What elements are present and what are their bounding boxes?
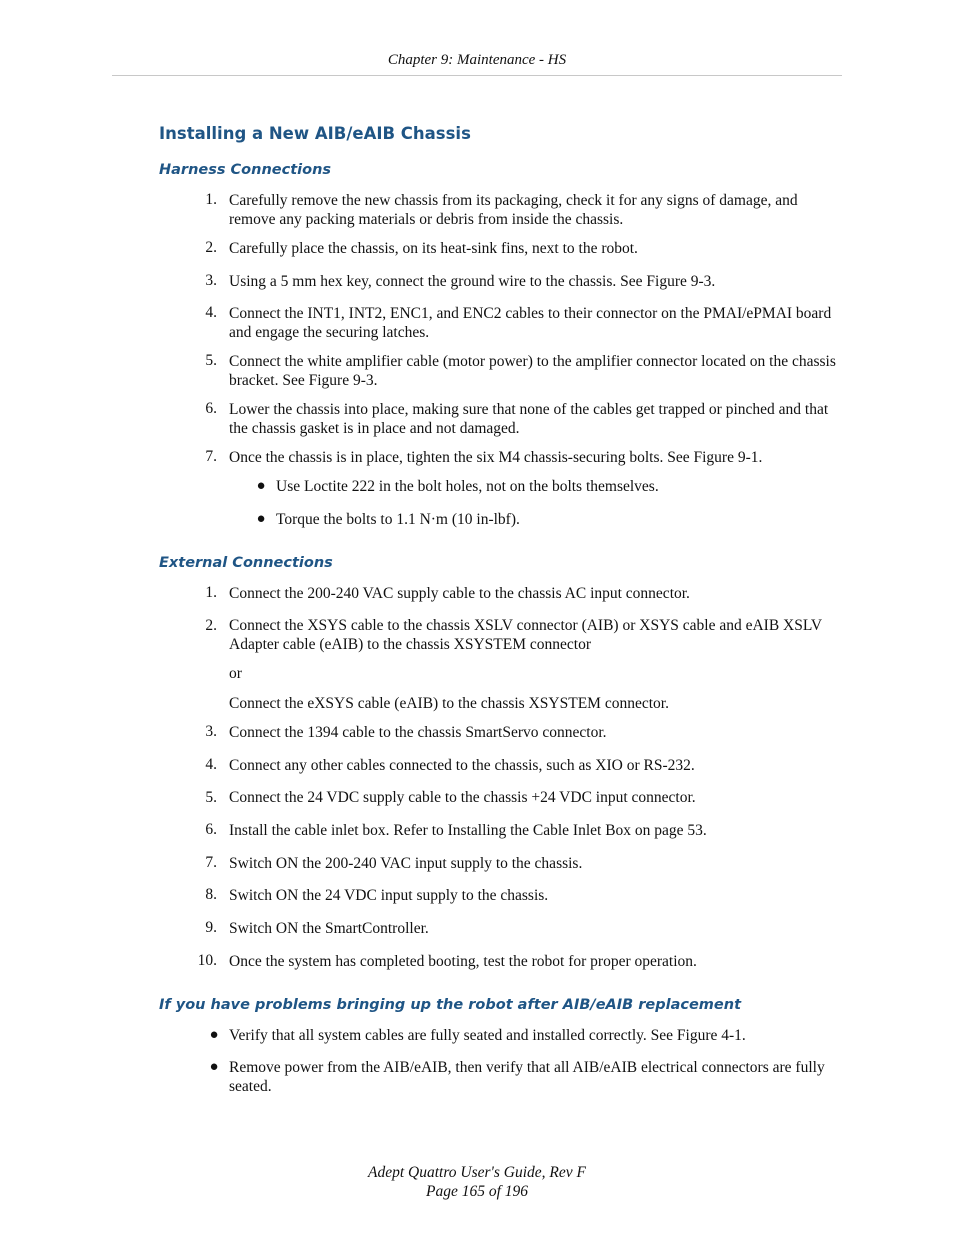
running-header: Chapter 9: Maintenance - HS [112,52,842,76]
bullet-icon: ● [209,1027,219,1043]
footer-page-number: Page 165 of 196 [425,1183,529,1200]
external-step: Switch ON the 24 VDC input supply to the chassis. [229,887,549,904]
harness-step: Carefully place the chassis, on its heat-sink fins, next to the robot. [229,240,638,257]
or-text: or [229,665,242,682]
harness-step: Lower the chassis into place, making sure that none of the cables get trapped or pinched and that the chassis gasket is in place and not damaged. [229,401,829,437]
bullet-icon: ● [256,478,266,494]
section-title: Installing a New AIB/eAIB Chassis [159,124,471,143]
external-step: Switch ON the SmartController. [229,920,429,937]
external-step: Switch ON the 200-240 VAC input supply to the chassis. [229,855,583,872]
external-step: Connect the 200-240 VAC supply cable to the chassis AC input connector. [229,585,690,602]
bolt-tip: Torque the bolts to 1.1 N·m (10 in-lbf). [276,511,520,528]
external-connections-heading: External Connections [159,555,333,571]
external-step-number: 7. [205,854,217,871]
harness-step-number: 7. [205,448,217,465]
harness-step: Once the chassis is in place, tighten the six M4 chassis-securing bolts. See Figure 9-1. [229,449,763,466]
bolt-tip: Use Loctite 222 in the bolt holes, not on the bolts themselves. [276,478,659,495]
alternate-step: Connect the eXSYS cable (eAIB) to the chassis XSYSTEM connector. [229,695,669,712]
harness-step-number: 2. [205,239,217,256]
harness-step-number: 1. [205,191,217,208]
external-step: Install the cable inlet box. Refer to Installing the Cable Inlet Box on page 53. [229,822,707,839]
external-step: Once the system has completed booting, test the robot for proper operation. [229,953,697,970]
external-step-number: 4. [205,756,217,773]
harness-step: Connect the white amplifier cable (motor power) to the amplifier connector located on the chassis bracket. See Figure 9-3. [229,353,836,389]
external-step: Connect any other cables connected to the chassis, such as XIO or RS-232. [229,757,695,774]
external-step-number: 9. [205,919,217,936]
troubleshooting-heading: If you have problems bringing up the robot after AIB/eAIB replacement [159,997,742,1013]
troubleshooting-tip: Verify that all system cables are fully seated and installed correctly. See Figure 4-1. [229,1027,746,1044]
troubleshooting-tip: Remove power from the AIB/eAIB, then verify that all AIB/eAIB electrical connectors are fully seated. [229,1059,825,1095]
footer-guide-title: Adept Quattro User's Guide, Rev F [368,1164,586,1181]
external-step-number: 1. [205,584,217,601]
harness-connections-heading: Harness Connections [159,162,332,178]
bullet-icon: ● [256,511,266,527]
harness-step: Using a 5 mm hex key, connect the ground wire to the chassis. See Figure 9-3. [229,273,716,290]
external-step: Connect the 24 VDC supply cable to the chassis +24 VDC input connector. [229,789,696,806]
harness-step-number: 4. [205,304,217,321]
external-step-number: 5. [205,789,217,806]
external-step: Connect the 1394 cable to the chassis SmartServo connector. [229,724,607,741]
harness-step-number: 5. [205,352,217,369]
external-step-number: 10. [197,952,217,969]
harness-step-number: 3. [205,272,217,289]
external-step-number: 3. [205,723,217,740]
external-step-number: 8. [205,886,217,903]
harness-step: Connect the INT1, INT2, ENC1, and ENC2 cables to their connector on the PMAI/ePMAI board and engage the securing latches. [229,305,832,341]
harness-step: Carefully remove the new chassis from its packaging, check it for any signs of damage, and remove any packing materials or debris from inside the chassis. [229,192,798,228]
harness-step-number: 6. [205,400,217,417]
external-step-number: 6. [205,821,217,838]
external-step: Connect the XSYS cable to the chassis XSLV connector (AIB) or XSYS cable and eAIB XSLV Adapter cable (eAIB) to the chassis XSYSTEM connector [229,617,822,653]
external-step-number: 2. [205,617,217,634]
bullet-icon: ● [209,1059,219,1075]
